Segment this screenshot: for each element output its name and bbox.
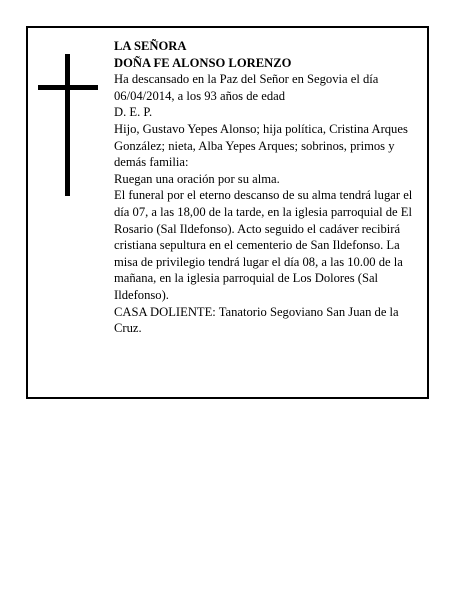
prayer-request: Ruegan una oración por su alma. xyxy=(114,171,280,186)
obituary-text xyxy=(114,38,422,337)
family-members: Hijo, Gustavo Yepes Alonso; hija política, Cristina Arques González; nieta, Alba Yepes Arques; sobrinos, primos y demás familia: xyxy=(114,121,408,170)
cross-horizontal-bar xyxy=(38,85,98,90)
deceased-name: DOÑA FE ALONSO LORENZO xyxy=(114,55,292,70)
rest-in-peace: D. E. P. xyxy=(114,105,153,120)
death-announcement: Ha descansado en la Paz del Señor en Segovia el día 06/04/2014, a los 93 años de edad xyxy=(114,72,379,103)
cross-icon xyxy=(38,54,98,196)
mourning-house: CASA DOLIENTE: Tanatorio Segoviano San Juan de la Cruz. xyxy=(114,304,399,336)
funeral-details: El funeral por el eterno descanso de su alma tendrá lugar el día 07, a las 18,00 de la tarde, en la iglesia parroquial de El Rosario (Sal Ildefonso). Acto seguido el cadáver recibirá cristiana sepultura en el cementerio de San Ildefonso. La misa de privilegio tendrá lugar el día 08, a las 10.00 de la mañana, en la iglesia parroquial de Los Dolores (Sal Ildefonso). xyxy=(114,188,413,302)
notice-heading-title: LA SEÑORA xyxy=(114,39,187,53)
cross-vertical-bar xyxy=(65,54,70,196)
